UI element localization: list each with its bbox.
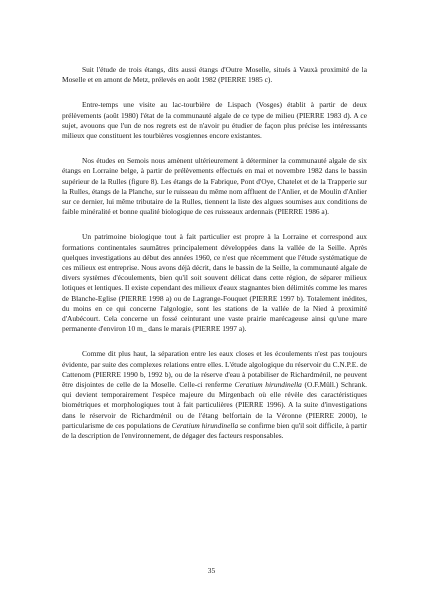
text-run: Nos études en Semois nous amènent ultérieurement à déterminer la communauté algale de six étangs en Lorraine belge, à partir de prélèvements effectués en mai et novembre 1982 dans le bassin supérieur de la Rulles (figure 8). Les étangs de la Fabrique, Pont d'Oye, Chatelet et de la Trapperie sur la Rulles, étangs de la Planche, sur le ruisseau du même nom affluent de l'Anlier, et de Moulin d'Anlier sur ce dernier, lui même tributaire de la Rulles, tiennent la liste des algues soumises aux conditions de faible minéralité et bonne qualité biologique de ces ruisseaux ardennais ( bbox=[62, 156, 367, 217]
text-run: (O.F.Müll.) Schrank. qui devient temporairement l'espèce majeure du Mirgenbach où elle révèle des caractéristiques biométriques et morphologiques tout à fait particulières ( bbox=[62, 380, 367, 410]
paragraph-semois-ponds bbox=[62, 156, 367, 217]
text-run: 1990 b, 1992 b), ou de la réserve d'eau à potabiliser de Richardménil, ne peuvent être disjointes de celle de la Moselle. Celle-ci renferme bbox=[62, 369, 367, 390]
text-run: Entre-temps une visite au lac-tourbière de Lispach (Vosges) établit à partir de deux prélèvements (août 1980) l'état de la communauté algale de ce type de milieu ( bbox=[62, 100, 367, 120]
text-run: Un patrimoine biologique tout à fait particulier est propre à la Lorraine et correspond aux formations continentales saumâtres principalement développées dans la vallée de la Seille. Après quelques investigations au début des années 1960, ce n'est que récemment que l'étude systématique de ces milieux est entreprise. Nous avons déjà décrit, dans le bassin de la Seille, la communauté algale de divers systèmes d'écoulements, bien qu'il soit souvent délicat dans cette région, de séparer milieux lotiques et lentiques. Il existe cependant des milieux d'eaux stagnantes bien délimités comme les mares de Blanche-Eglise ( bbox=[62, 232, 367, 303]
text-run: 1996). A la suite d'investigations dans le réservoir de Richardménil ou de l'étang belfortain de la Véronne ( bbox=[62, 400, 367, 420]
author-citation: PIERRE bbox=[121, 293, 147, 303]
text-run: 1997 a). bbox=[220, 324, 247, 334]
text-run: 1983 d). A ce sujet, avouons que l'un de nos regrets est de n'avoir pu étudier de façon plus précise les intéressants milieux que constituent les tourbières vosgiennes encore existantes. bbox=[62, 110, 367, 141]
author-citation: PIERRE bbox=[194, 324, 221, 334]
text-run: se confirme bien qu'il soit difficile, à partir de la description de l'environnement, de dégager des facteurs responsables. bbox=[62, 420, 367, 441]
paragraph-cattenom-reservoir bbox=[62, 349, 367, 441]
text-run: 1985 c). bbox=[246, 75, 273, 85]
text-run: Comme dit plus haut, la séparation entre les eaux closes et les écoulements n'est pas toujours évidente, par suite des complexes relations entre elles. L'étude algologique du réservoir du C.N.P.E. de Cattenom ( bbox=[62, 349, 367, 379]
paragraph-lispach-peatbog bbox=[62, 100, 367, 141]
text-run: 1997 b). Totalement inédites, du moins en ce qui concerne l'algologie, sont les stations de la vallée de la Nied à proximité d'Aubécourt. Cela concerne un fossé ceinturant une vaste prairie marécageuse ainsi qu'une mare permanente d'environ 10 m_ dans le marais ( bbox=[62, 293, 368, 334]
text-run: Suit l'étude de trois étangs, dits aussi étangs d'Outre Moselle, situés à Vauxà proximité de la Moselle et en amont de Metz, prélevés en août 1982 ( bbox=[62, 65, 367, 85]
text-run: 1998 a) ou de Lagrange-Fouquet ( bbox=[146, 293, 252, 303]
author-citation: PIERRE bbox=[308, 410, 334, 420]
author-citation: PIERRE bbox=[237, 400, 264, 410]
text-run: 2000), le particularisme de ces populations de bbox=[62, 410, 367, 430]
document-page bbox=[62, 65, 367, 441]
species-name: Ceratium hirundinella bbox=[171, 420, 239, 430]
author-citation: PIERRE bbox=[277, 207, 303, 217]
author-citation: PIERRE bbox=[220, 75, 247, 85]
author-citation: PIERRE bbox=[251, 293, 278, 303]
author-citation: PIERRE bbox=[95, 369, 121, 379]
species-name: Ceratium hirundinella bbox=[234, 380, 302, 390]
author-citation: PIERRE bbox=[298, 110, 325, 120]
paragraph-seille-brackish bbox=[62, 232, 367, 334]
page-number: 35 bbox=[207, 566, 216, 575]
text-run: 1986 a). bbox=[302, 207, 330, 217]
paragraph-moselle-ponds bbox=[62, 65, 367, 85]
